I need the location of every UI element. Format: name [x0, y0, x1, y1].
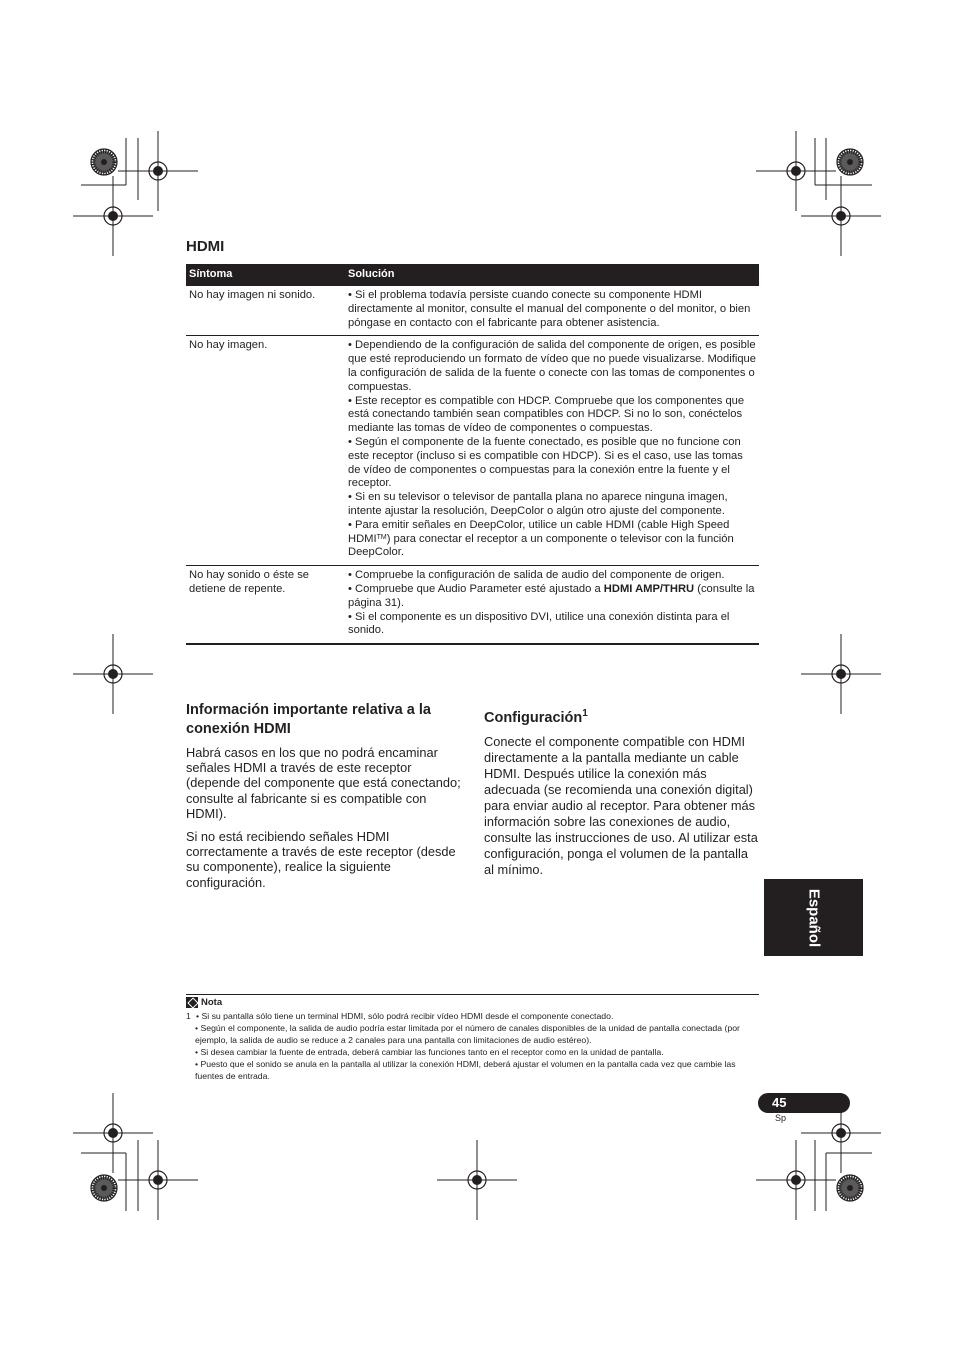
note-icon	[186, 997, 198, 1008]
header-symptom: Síntoma	[186, 264, 345, 286]
info-paragraph: Habrá casos en los que no podrá encaminar señales HDMI a través de este receptor (depende del componente que está conectando; consulte al fabricante si es compatible con HDMI).	[186, 745, 461, 821]
symptom-cell: No hay sonido o éste se detiene de repente.	[186, 566, 345, 644]
note-list	[186, 1010, 761, 1082]
config-paragraph: Conecte el componente compatible con HDMI directamente a la pantalla mediante un cable HDMI. Después utilice la conexión más adecuada (se recomienda una conexión digital) para enviar audio al receptor. Para obtener más información sobre las conexiones de audio, consulte las instrucciones de uso. Al utilizar esta configuración, ponga el volumen de la pantalla al mínimo.	[484, 733, 758, 877]
config-column	[484, 704, 759, 886]
page-number: 45	[772, 1095, 787, 1110]
language-code: Sp	[775, 1113, 787, 1123]
section-title: HDMI	[186, 238, 225, 255]
setting-name: HDMI AMP/THRU	[603, 582, 695, 595]
config-title	[484, 704, 759, 728]
note-item: • Puesto que el sonido se anula en la pantalla al utilizar la conexión HDMI, deberá ajustar el volumen en la pantalla cada vez que cambie las fuentes de entrada.	[195, 1059, 736, 1081]
language-tab	[764, 879, 863, 956]
page-number-badge	[758, 1093, 850, 1113]
symptom-cell: No hay imagen ni sonido.	[186, 286, 345, 336]
language-tab-label: Español	[805, 888, 822, 947]
table-header-row	[186, 264, 759, 286]
note-heading	[186, 997, 222, 1008]
solution-item: • Si en su televisor o televisor de pantalla plana no aparece ninguna imagen, intente ajustar la resolución, DeepColor o algún otro ajuste del componente.	[348, 491, 728, 517]
info-column	[186, 701, 461, 898]
solution-item	[348, 519, 756, 560]
solution-item: • Si el problema todavía persiste cuando conecte su componente HDMI directamente al monitor, consulte el manual del componente o del monitor, o bien póngase en contacto con el fabricante para obtener asistencia.	[348, 289, 751, 329]
symptom-cell: No hay imagen.	[186, 336, 345, 566]
solution-cell	[345, 336, 759, 566]
solution-text: • Compruebe que Audio Parameter esté ajustado a	[348, 582, 604, 595]
troubleshooting-table	[186, 264, 759, 645]
trademark-mark: TM	[376, 533, 387, 541]
solution-cell	[345, 286, 759, 336]
solution-text: • Para emitir señales en DeepColor, utilice un cable HDMI (cable High Speed HDMI	[348, 518, 730, 545]
table-row	[186, 336, 759, 566]
solution-item: • Dependiendo de la configuración de salida del componente de origen, es posible que esté reproduciendo un formato de vídeo que no puede visualizarse. Modifique la configuración de salida de la fuente o conecte con las tomas de componentes o compuestas.	[348, 339, 756, 393]
footnote-ref: 1	[582, 708, 588, 719]
table-row	[186, 566, 759, 644]
solution-cell	[345, 566, 759, 644]
note-divider	[186, 994, 759, 995]
note-number: 1	[186, 1011, 191, 1021]
note-item: • Según el componente, la salida de audio podría estar limitada por el número de canales disponibles de la unidad de pantalla conectada (por ejemplo, la salida de audio se reduce a 2 canales para una pantalla con limitaciones de audio estéreo).	[195, 1023, 740, 1045]
note-item: • Si desea cambiar la fuente de entrada, deberá cambiar las funciones tanto en el receptor como en la unidad de pantalla.	[195, 1047, 664, 1057]
header-solution: Solución	[345, 264, 759, 286]
note-text: • Si su pantalla sólo tiene un terminal HDMI, sólo podrá recibir vídeo HDMI desde el componente conectado.	[196, 1011, 614, 1021]
info-paragraph: Si no está recibiendo señales HDMI correctamente a través de este receptor (desde su componente), realice la siguiente configuración.	[186, 829, 456, 890]
info-title: Información importante relativa a la conexión HDMI	[186, 702, 431, 737]
config-title-text: Configuración	[484, 709, 583, 726]
note-heading-label: Nota	[201, 997, 223, 1008]
solution-item	[348, 583, 756, 611]
solution-item: • Este receptor es compatible con HDCP. Compruebe que los componentes que está conectando también sean compatibles con HDCP. Si no lo son, conéctelos mediante las tomas de vídeo de componentes o compuestas.	[348, 394, 745, 435]
note-item	[186, 1010, 761, 1022]
solution-text: ) para conectar el receptor a un componente o televisor con la función DeepColor.	[348, 532, 734, 559]
solution-item: • Compruebe la configuración de salida de audio del componente de origen.	[348, 569, 725, 582]
solution-text: (consulte la página 31).	[348, 582, 755, 609]
solution-item: • Si el componente es un dispositivo DVI, utilice una conexión distinta para el sonido.	[348, 610, 730, 637]
table-row	[186, 286, 759, 336]
solution-item: • Según el componente de la fuente conectado, es posible que no funcione con este receptor (incluso si es compatible con HDCP). Si es el caso, use las tomas de vídeo de componentes o compuestas para la conexión entre la fuente y el receptor.	[348, 435, 743, 490]
